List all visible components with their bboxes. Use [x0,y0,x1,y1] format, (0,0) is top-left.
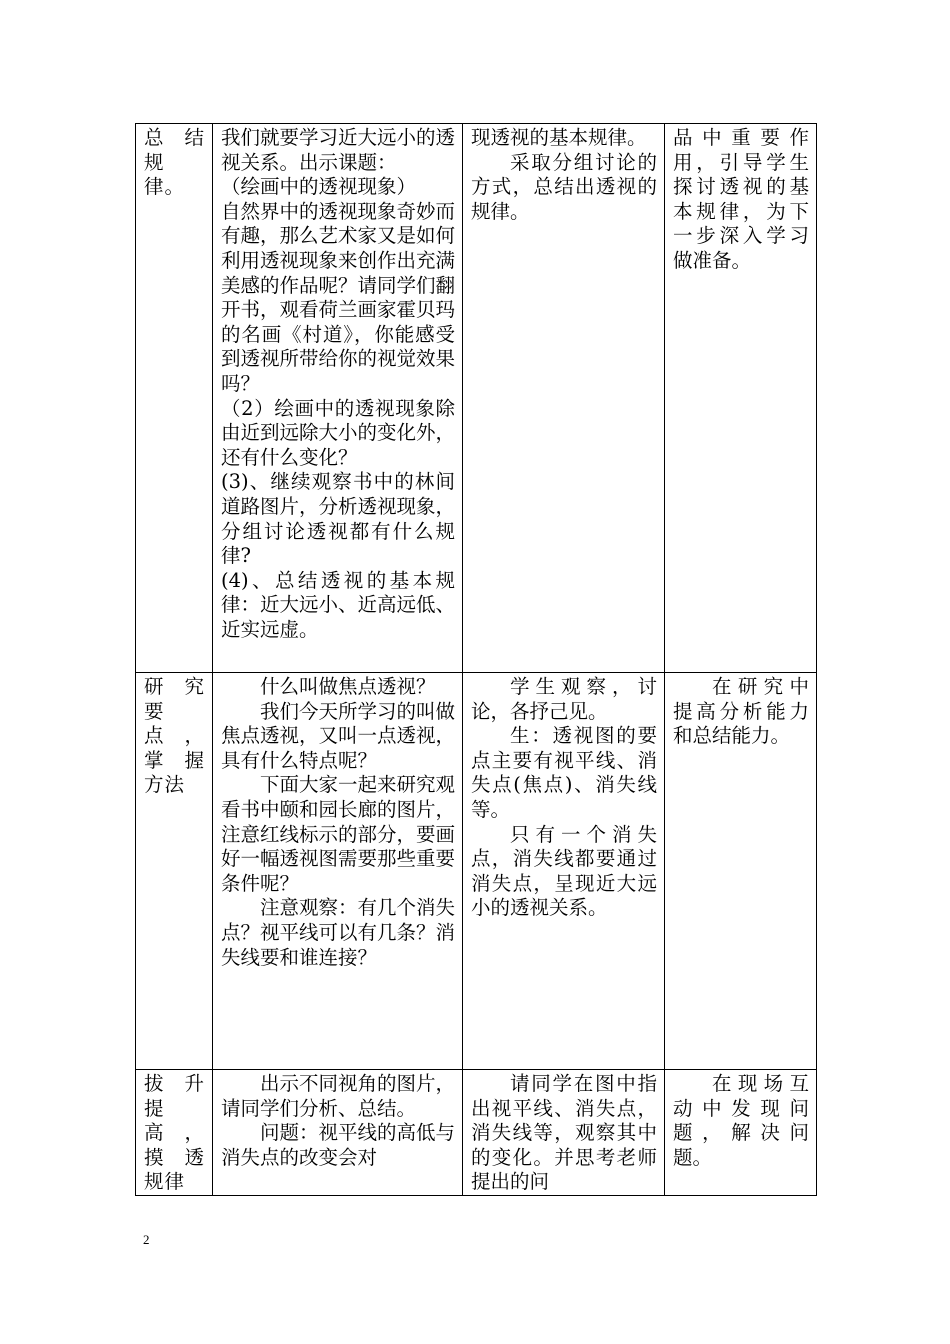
lesson-plan-table [135,123,817,1196]
student-paragraph: 只有一个消失点，消失线都要通过消失点，呈现近大远小的透视关系。 [471,822,657,920]
student-activity-cell [463,124,665,673]
teacher-paragraph: 我们今天所学习的叫做焦点透视，又叫一点透视，具有什么特点呢？ [221,699,456,772]
teacher-activity-cell [213,1070,463,1196]
student-paragraph: 采取分组讨论的方式，总结出透视的规律。 [471,150,657,223]
student-paragraph: 请同学在图中指出视平线、消失点，消失线等，观察其中的变化。并思考老师提出的问 [471,1072,657,1194]
teacher-paragraph: 出示不同视角的图片，请同学们分析、总结。 [221,1072,456,1120]
student-activity-cell [463,673,665,1070]
stage-label: 研 究要点，掌 握方法 [144,675,205,797]
student-paragraph: 现透视的基本规律。 [471,126,647,149]
teacher-paragraph: （绘画中的透视现象） [221,175,417,199]
table-row [136,1070,817,1196]
stage-label: 总 结规律。 [144,126,205,199]
teacher-paragraph: (3)、继续观察书中的林间道路图片，分析透视现象，分组讨论透视都有什么规律? [221,470,456,568]
design-intent-cell [665,124,817,673]
student-paragraph: 学生观察，讨论，各抒己见。 [471,675,657,723]
stage-label: 拔 升提高，摸 透规律 [144,1072,205,1194]
teacher-activity-cell [213,124,463,673]
design-intent-cell [665,1070,817,1196]
student-activity-cell [463,1070,665,1196]
student-paragraph: 生：透视图的要点主要有视平线、消失点(焦点)、消失线等。 [471,724,657,821]
teacher-paragraph: 注意观察：有几个消失点？视平线可以有几条？消失线要和谁连接？ [221,896,456,969]
teacher-paragraph: 自然界中的透视现象奇妙而有趣，那么艺术家又是如何利用透视现象来创作出充满美感的作品呢？请同学们翻开书，观看荷兰画家霍贝玛的名画《村道》，你能感受到透视所带给你的视觉效果吗？ [221,199,456,395]
design-intent-cell [665,673,817,1070]
teacher-paragraph: 下面大家一起来研究观看书中颐和园长廊的图片，注意红线标示的部分，要画好一幅透视图需要那些重要条件呢？ [221,773,456,895]
table-row [136,124,817,673]
intent-paragraph: 在现场互动中发现问题，解决问题。 [673,1072,809,1169]
teacher-paragraph: （2）绘画中的透视现象除由近到远除大小的变化外，还有什么变化？ [221,396,456,469]
page-number: 2 [143,1232,150,1247]
teacher-paragraph: 我们就要学习近大远小的透视关系。出示课题： [221,126,456,174]
stage-cell [136,673,213,1070]
intent-paragraph: 在研究中提高分析能力和总结能力。 [673,675,809,748]
intent-paragraph: 品中重要作用，引导学生探讨透视的基本规律，为下一步深入学习做准备。 [673,126,809,272]
teacher-paragraph: (4)、总结透视的基本规律：近大远小、近高远低、近实远虚。 [221,568,456,641]
stage-cell [136,124,213,673]
table-row [136,673,817,1070]
teacher-activity-cell [213,673,463,1070]
teacher-paragraph: 什么叫做焦点透视？ [260,675,436,698]
stage-cell [136,1070,213,1196]
teacher-paragraph: 问题：视平线的高低与消失点的改变会对 [221,1121,456,1169]
